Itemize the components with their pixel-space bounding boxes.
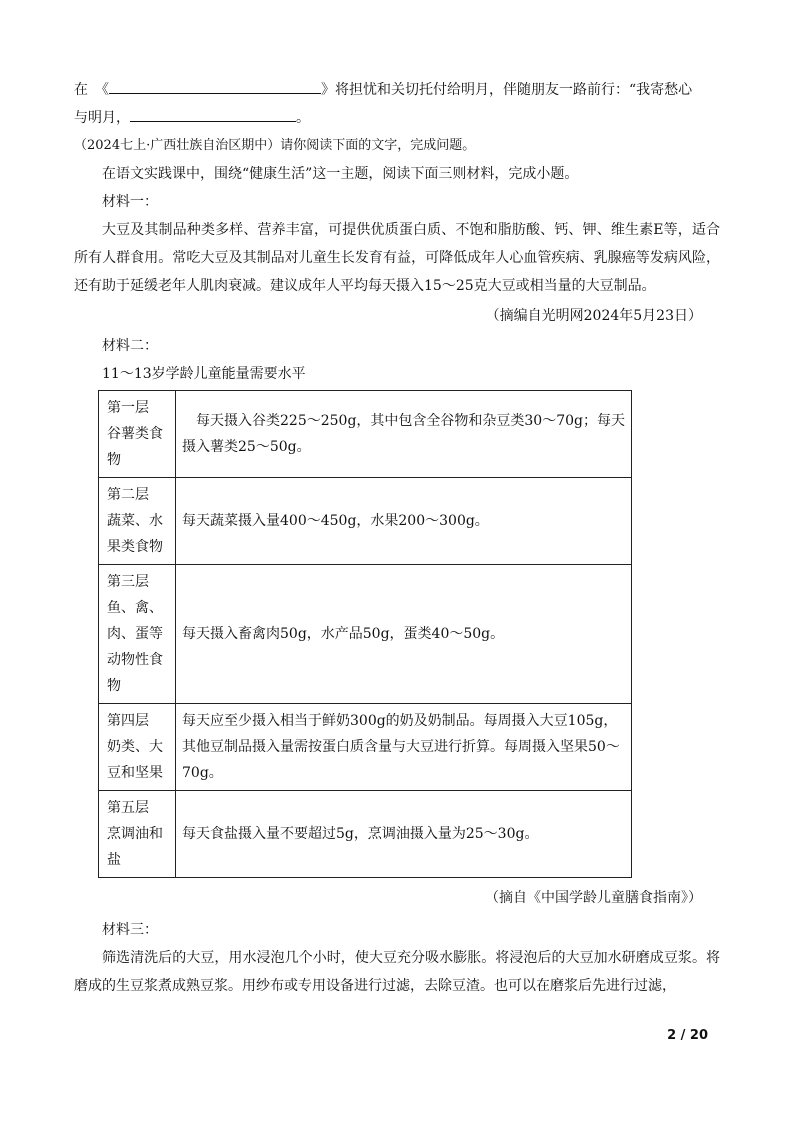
diet-level-table xyxy=(98,390,632,878)
fill-text: 在 《 xyxy=(74,82,109,98)
material-1-text: 大豆及其制品种类多样、营养丰富，可提供优质蛋白质、不饱和脂肪酸、钙、钾、维生素E等，适合所有人群食用。常吃大豆及其制品对儿童生长发育有益，可降低成年人心血管疾病、乳腺癌等发病风险，还有助于延缓老年人肌肉衰减。建议成年人平均每天摄入15～25克大豆或相当量的大豆制品。 xyxy=(74,222,720,294)
material-1-source: （摘编自光明网2024年5月23日） xyxy=(485,308,702,324)
layer-cell: 第四层 奶类、大豆和坚果 xyxy=(99,704,176,791)
fill-in-line-2 xyxy=(74,104,720,132)
fill-text: 。 xyxy=(296,110,310,126)
fill-text: 》将担忧和关切托付给明月，伴随朋友一路前行：“我寄愁心 xyxy=(321,82,693,98)
table-title: 11～13岁学龄儿童能量需要水平 xyxy=(102,366,306,382)
material-2-source: （摘自《中国学龄儿童膳食指南》） xyxy=(485,890,702,906)
layer-cell: 第三层 鱼、禽、肉、蛋等动物性食物 xyxy=(99,565,176,704)
layer-cell: 第二层 蔬菜、水果类食物 xyxy=(99,478,176,565)
material-3-text: 筛选清洗后的大豆，用水浸泡几个小时，使大豆充分吸水膨胀。将浸泡后的大豆加水研磨成豆浆。将磨成的生豆浆煮成熟豆浆。用纱布或专用设备进行过滤，去除豆渣。也可以在磨浆后先进行过滤， xyxy=(74,950,720,994)
desc-cell: 每天摄入畜禽肉50g，水产品50g，蛋类40～50g。 xyxy=(176,565,632,704)
answer-blank-1[interactable] xyxy=(109,79,321,94)
fill-in-line-1 xyxy=(74,76,720,104)
question-source-tag: （2024七上·广西壮族自治区期中）请你阅读下面的文字，完成问题。 xyxy=(74,138,476,153)
material-1-label: 材料一： xyxy=(102,194,158,210)
table-row xyxy=(99,391,632,478)
intro-paragraph: 在语文实践课中，围绕“健康生活”这一主题，阅读下面三则材料，完成小题。 xyxy=(102,166,579,182)
layer-cell: 第五层 烹调油和盐 xyxy=(99,791,176,878)
table-row xyxy=(99,791,632,878)
page-number: 2 / 20 xyxy=(667,1028,708,1043)
desc-cell: 每天食盐摄入量不要超过5g，烹调油摄入量为25～30g。 xyxy=(176,791,632,878)
layer-cell: 第一层 谷薯类食物 xyxy=(99,391,176,478)
answer-blank-2[interactable] xyxy=(130,107,296,122)
table-row xyxy=(99,565,632,704)
table-row xyxy=(99,478,632,565)
material-3-label: 材料三： xyxy=(102,922,158,938)
page-content xyxy=(74,76,720,1000)
desc-cell: 每天蔬菜摄入量400～450g，水果200～300g。 xyxy=(176,478,632,565)
fill-text: 与明月， xyxy=(74,110,130,126)
desc-cell: 每天摄入谷类225～250g，其中包含全谷物和杂豆类30～70g；每天摄入薯类25～50g。 xyxy=(176,391,632,478)
table-row xyxy=(99,704,632,791)
material-2-label: 材料二： xyxy=(102,338,158,354)
desc-cell: 每天应至少摄入相当于鲜奶300g的奶及奶制品。每周摄入大豆105g，其他豆制品摄入量需按蛋白质含量与大豆进行折算。每周摄入坚果50～70g。 xyxy=(176,704,632,791)
